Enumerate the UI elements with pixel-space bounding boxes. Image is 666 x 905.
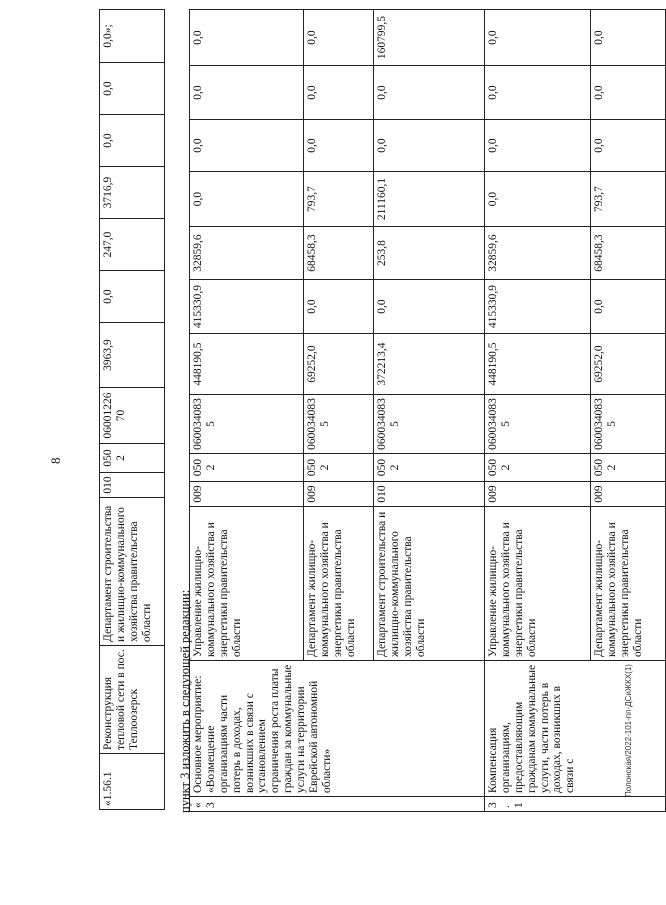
cell-value: 0,0 [374, 280, 485, 334]
table-row [100, 10, 165, 810]
cell-value: 0,0 [591, 66, 666, 120]
cell-number: «1.56.1 [100, 754, 165, 810]
cell-csr: 0600340835 [485, 395, 591, 454]
cell-value: 3716,9 [100, 167, 165, 219]
cell-name: Компенсация организациям, предоставляющим гражданам коммунальные услуги, части потерь в доходах, возникших в связи с [485, 661, 666, 797]
cell-value: 32859,6 [190, 227, 304, 280]
cell-value: 0,0 [100, 115, 165, 167]
cell-value: 0,0 [304, 120, 374, 172]
cell-value: 372213,4 [374, 334, 485, 395]
cell-csr: 0600122670 [100, 388, 165, 444]
cell-value: 0,0 [485, 10, 591, 66]
cell-csr: 0600340835 [591, 395, 666, 454]
program-table [189, 9, 666, 812]
cell-value: 793,7 [304, 172, 374, 227]
cell-grbs: 009 [485, 482, 591, 507]
cell-value: 69252,0 [304, 334, 374, 395]
cell-value: 0,0 [374, 120, 485, 172]
cell-executor: Управление жилищно-коммунального хозяйства и энергетики правительства области [190, 507, 304, 661]
cell-value: 0,0 [190, 10, 304, 66]
cell-number: 3.1 [485, 797, 666, 812]
cell-executor: Департамент строительства и жилищно-коммунального хозяйства правительства области [100, 498, 165, 646]
cell-value: 0,0 [591, 280, 666, 334]
table-row [190, 10, 304, 812]
cell-value: 160799,5 [374, 10, 485, 66]
cell-rzpr: 0502 [190, 454, 304, 482]
cell-csr: 0600340835 [304, 395, 374, 454]
cell-value: 211160,1 [374, 172, 485, 227]
cell-value: 0,0 [591, 120, 666, 172]
continuation-table [99, 9, 165, 810]
cell-value: 68458,3 [304, 227, 374, 280]
cell-value: 448190,5 [485, 334, 591, 395]
cell-value: 415330,9 [190, 280, 304, 334]
cell-value: 247,0 [100, 219, 165, 271]
cell-name: Основное мероприятие: «Возмещение организациям части потерь в доходах, возникших в связи с установлением ограничения роста платы граждан за коммунальные услуги на территории Еврейской автономной области» [190, 661, 485, 797]
cell-value: 253,8 [374, 227, 485, 280]
cell-value: 3963,9 [100, 323, 165, 388]
cell-csr: 0600340835 [190, 395, 304, 454]
cell-value: 0,0 [100, 63, 165, 115]
table-row [485, 10, 591, 812]
cell-value: 0,0 [485, 66, 591, 120]
cell-value: 448190,5 [190, 334, 304, 395]
cell-value: 0,0 [591, 10, 666, 66]
cell-rzpr: 0502 [304, 454, 374, 482]
cell-value: 415330,9 [485, 280, 591, 334]
cell-grbs: 009 [591, 482, 666, 507]
cell-value: 0,0 [190, 172, 304, 227]
cell-value: 0,0 [100, 271, 165, 323]
cell-value: 0,0 [190, 120, 304, 172]
cell-value: 0,0 [374, 66, 485, 120]
page-number: 8 [48, 457, 63, 464]
cell-value: 0,0 [485, 172, 591, 227]
cell-value: 0,0 [304, 280, 374, 334]
cell-grbs: 010 [374, 482, 485, 507]
cell-executor: Департамент жилищно-коммунального хозяйства и энергетики правительства области [304, 507, 374, 661]
amendment-text: пункт 3 изложить в следующей редакции: [178, 589, 192, 813]
cell-rzpr: 0502 [374, 454, 485, 482]
cell-grbs: 009 [190, 482, 304, 507]
cell-rzpr: 0502 [100, 444, 165, 473]
cell-executor: Департамент жилищно-коммунального хозяйства и энергетики правительства области [591, 507, 666, 661]
cell-value: 0,0»; [100, 10, 165, 63]
document-id-footer: Полонская/2022-101-пп-ДСиЖКХ(1) [624, 664, 633, 797]
cell-executor: Управление жилищно-коммунального хозяйства и энергетики правительства области [485, 507, 591, 661]
cell-rzpr: 0502 [591, 454, 666, 482]
cell-value: 69252,0 [591, 334, 666, 395]
cell-rzpr: 0502 [485, 454, 591, 482]
cell-value: 0,0 [190, 66, 304, 120]
cell-executor: Департамент строительства и жилищно-коммунального хозяйства правительства области [374, 507, 485, 661]
cell-grbs: 010 [100, 473, 165, 498]
cell-value: 32859,6 [485, 227, 591, 280]
cell-value: 793,7 [591, 172, 666, 227]
cell-name: Реконструкция тепловой сети в пос. Теплоозерск [100, 646, 165, 754]
cell-grbs: 009 [304, 482, 374, 507]
cell-value: 0,0 [304, 66, 374, 120]
cell-number: «3 [190, 797, 485, 812]
cell-value: 0,0 [485, 120, 591, 172]
cell-value: 0,0 [304, 10, 374, 66]
cell-value: 68458,3 [591, 227, 666, 280]
cell-csr: 0600340835 [374, 395, 485, 454]
